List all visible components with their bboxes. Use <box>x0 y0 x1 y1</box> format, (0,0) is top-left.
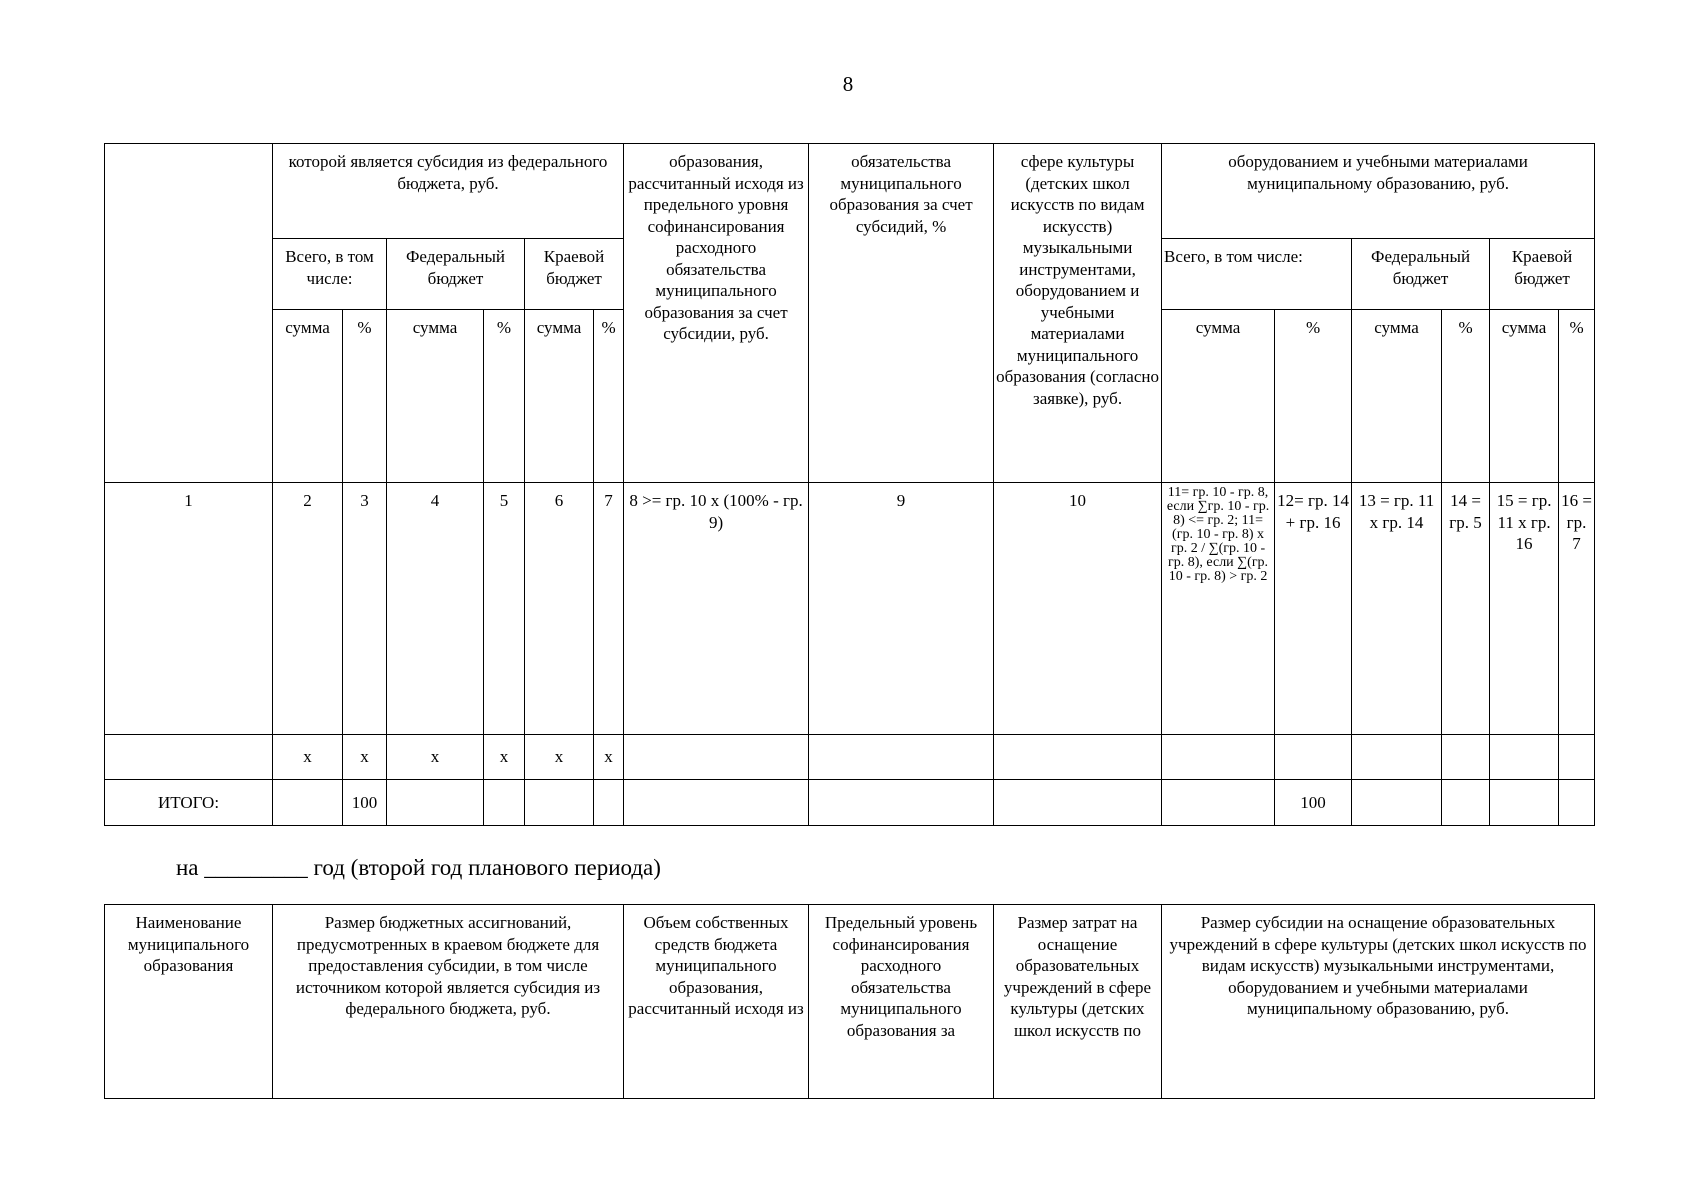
total-pct: 100 <box>1275 780 1352 826</box>
col-number: 8 >= гр. 10 х (100% - гр. 9) <box>624 483 809 735</box>
empty-cell <box>994 780 1162 826</box>
empty-cell <box>273 780 343 826</box>
header-equipment-subsidy: Размер субсидии на оснащение образовательных учреждений в сфере культуры (детских школ искусств по видам искусств) музыкальными инструментами, оборудованием и учебными материалами муниципальному образованию, руб. <box>1162 905 1595 1099</box>
empty-cell <box>1162 780 1275 826</box>
pct-label: % <box>594 310 624 483</box>
sub-federal-2: Федеральный бюджет <box>1352 239 1490 310</box>
empty-cell <box>1490 780 1559 826</box>
empty-cell <box>1442 780 1490 826</box>
header-cofinancing-level: Предельный уровень софинансирования расходного обязательства муниципального образования за <box>809 905 994 1099</box>
col-number: 5 <box>484 483 525 735</box>
empty-cell <box>387 780 484 826</box>
col-formula: 16 = гр. 7 <box>1559 483 1595 735</box>
sub-regional-2: Краевой бюджет <box>1490 239 1595 310</box>
header-own-funds: образования, рассчитанный исходя из предельного уровня софинансирования расходного обязательства муниципального образования за счет субсидии, руб. <box>624 144 809 483</box>
col-formula: 11= гр. 10 - гр. 8, если ∑гр. 10 - гр. 8) <= гр. 2; 11= (гр. 10 - гр. 8) х гр. 2 / ∑(гр. 10 - гр. 8), если ∑(гр. 10 - гр. 8) > гр. 2 <box>1162 483 1275 735</box>
col-number: 7 <box>594 483 624 735</box>
col-number: 10 <box>994 483 1162 735</box>
empty-cell <box>594 780 624 826</box>
total-pct: 100 <box>343 780 387 826</box>
x-mark: х <box>273 735 343 780</box>
section-heading: на _________ год (второй год планового периода) <box>176 855 661 880</box>
summa-label: сумма <box>1352 310 1442 483</box>
sub-total: Всего, в том числе: <box>273 239 387 310</box>
col-formula: 13 = гр. 11 х гр. 14 <box>1352 483 1442 735</box>
empty-cell <box>1559 735 1595 780</box>
summa-label: сумма <box>273 310 343 483</box>
empty-cell <box>1490 735 1559 780</box>
header-equipment-subsidy: оборудованием и учебными материалами муниципальному образованию, руб. <box>1162 144 1595 239</box>
empty-cell <box>1559 780 1595 826</box>
header-name-cell <box>105 144 273 483</box>
col-number: 9 <box>809 483 994 735</box>
header-own-funds: Объем собственных средств бюджета муниципального образования, рассчитанный исходя из <box>624 905 809 1099</box>
empty-cell <box>105 735 273 780</box>
col-number: 4 <box>387 483 484 735</box>
header-subsidy: которой является субсидия из федерального бюджета, руб. <box>273 144 624 239</box>
sub-federal: Федеральный бюджет <box>387 239 525 310</box>
empty-cell <box>624 735 809 780</box>
sub-regional: Краевой бюджет <box>525 239 624 310</box>
summa-label: сумма <box>387 310 484 483</box>
col-number: 1 <box>105 483 273 735</box>
subsidy-table-second-year <box>104 904 1595 1099</box>
summa-label: сумма <box>1162 310 1275 483</box>
x-mark: х <box>525 735 594 780</box>
pct-label: % <box>343 310 387 483</box>
empty-cell <box>809 780 994 826</box>
empty-cell <box>1275 735 1352 780</box>
empty-cell <box>1352 780 1442 826</box>
empty-cell <box>1162 735 1275 780</box>
empty-cell <box>624 780 809 826</box>
header-costs: Размер затрат на оснащение образовательных учреждений в сфере культуры (детских школ искусств по <box>994 905 1162 1099</box>
subsidy-table-continued <box>104 143 1595 826</box>
page-number: 8 <box>842 72 854 96</box>
empty-cell <box>484 780 525 826</box>
pct-label: % <box>1559 310 1595 483</box>
total-label: ИТОГО: <box>105 780 273 826</box>
x-mark: х <box>594 735 624 780</box>
col-number: 6 <box>525 483 594 735</box>
col-formula: 15 = гр. 11 х гр. 16 <box>1490 483 1559 735</box>
col-formula: 14 = гр. 5 <box>1442 483 1490 735</box>
header-costs: сфере культуры (детских школ искусств по видам искусств) музыкальными инструментами, оборудованием и учебными материалами муниципального образования (согласно заявке), руб. <box>994 144 1162 483</box>
header-budget-allocations: Размер бюджетных ассигнований, предусмотренных в краевом бюджете для предоставления субсидии, в том числе источником которой является субсидия из федерального бюджета, руб. <box>273 905 624 1099</box>
empty-cell <box>1352 735 1442 780</box>
empty-cell <box>994 735 1162 780</box>
col-number: 3 <box>343 483 387 735</box>
summa-label: сумма <box>525 310 594 483</box>
pct-label: % <box>1442 310 1490 483</box>
header-municipality: Наименование муниципального образования <box>105 905 273 1099</box>
pct-label: % <box>484 310 525 483</box>
col-formula: 12= гр. 14 + гр. 16 <box>1275 483 1352 735</box>
empty-cell <box>525 780 594 826</box>
summa-label: сумма <box>1490 310 1559 483</box>
sub-total-2: Всего, в том числе: <box>1162 239 1352 310</box>
header-cofinancing-level: обязательства муниципального образования за счет субсидий, % <box>809 144 994 483</box>
col-number: 2 <box>273 483 343 735</box>
x-mark: х <box>343 735 387 780</box>
empty-cell <box>1442 735 1490 780</box>
x-mark: х <box>484 735 525 780</box>
empty-cell <box>809 735 994 780</box>
pct-label: % <box>1275 310 1352 483</box>
x-mark: х <box>387 735 484 780</box>
